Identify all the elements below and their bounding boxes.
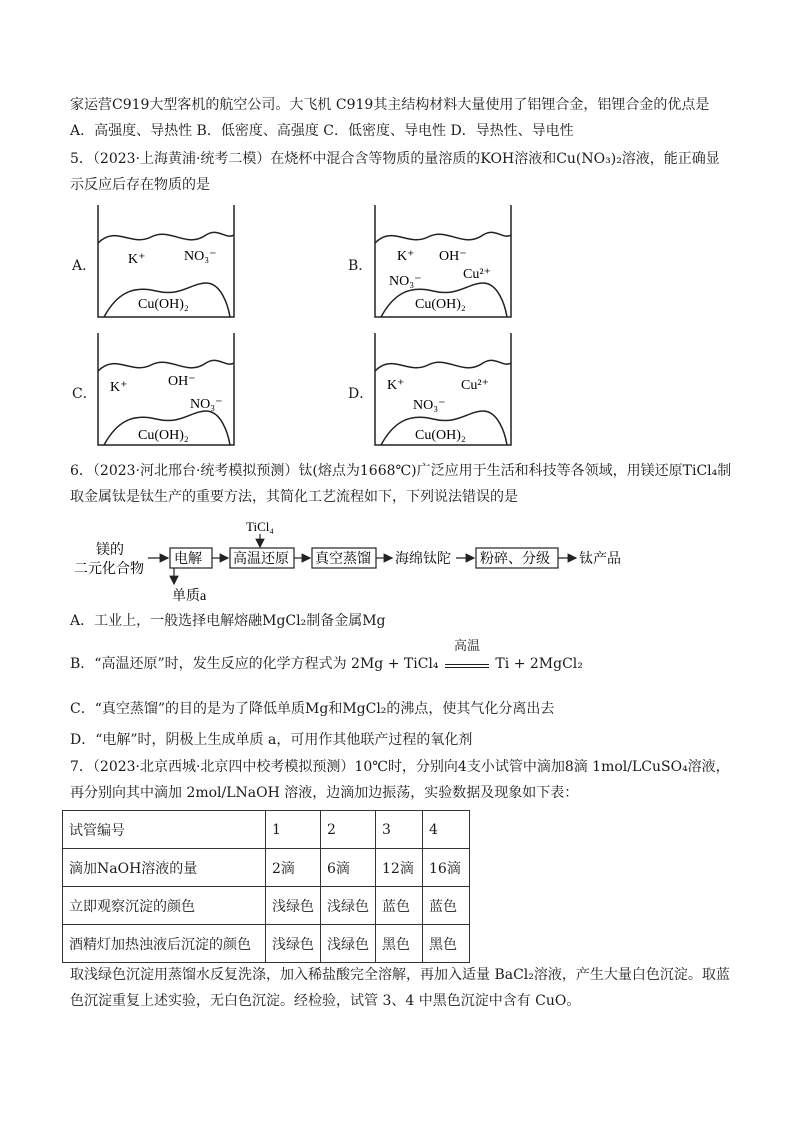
precipitate-cu-oh-2: Cu(OH)₂ xyxy=(138,297,189,312)
question-4-stem-end: 家运营C919大型客机的航空公司。大飞机 C919其主结构材料大量使用了铝锂合金，铝锂合金的优点是 xyxy=(70,97,710,113)
table-row xyxy=(63,849,470,887)
precipitate-cu-oh-2: Cu(OH)₂ xyxy=(415,297,466,312)
ion-k-plus: K⁺ xyxy=(128,252,146,267)
question-5-stem-cont: 示反应后存在物质的是 xyxy=(70,177,210,193)
ion-k-plus: K⁺ xyxy=(397,249,415,264)
experiment-data-table xyxy=(62,810,470,963)
question-6-option-b xyxy=(70,639,583,673)
flow-step-vacuum-distillation: 真空蒸馏 xyxy=(315,552,371,567)
titanium-process-flowchart xyxy=(70,516,710,608)
ion-nitrate: NO₃⁻ xyxy=(184,249,217,264)
flow-step-high-temp-reduction: 高温还原 xyxy=(233,552,289,567)
flow-titanium-product: 钛产品 xyxy=(579,552,621,567)
question-6-option-a: A．工业上，一般选择电解熔融MgCl₂制备金属Mg xyxy=(70,613,386,629)
ion-nitrate: NO₃⁻ xyxy=(389,274,422,289)
table-cell: 浅绿色 xyxy=(321,925,376,963)
ion-copper: Cu²⁺ xyxy=(463,267,491,282)
table-row xyxy=(63,925,470,963)
precipitate-cu-oh-2: Cu(OH)₂ xyxy=(415,428,466,443)
flow-start-line1: 镁的 xyxy=(96,543,124,558)
option-b-equation-right: Ti + 2MgCl₂ xyxy=(495,656,583,672)
question-7-stem-cont: 再分别向其中滴加 2mol/LNaOH 溶液，边滴加边振荡，实验数据及现象如下表： xyxy=(70,785,579,801)
table-cell: 4 xyxy=(423,811,470,849)
table-row xyxy=(63,811,470,849)
ion-hydroxide: OH⁻ xyxy=(168,374,196,389)
question-6-stem: 6．（2023·河北邢台·统考模拟预测）钛(熔点为1668℃)广泛应用于生活和科技等各领域，用镁还原TiCl₄制 xyxy=(70,463,732,479)
table-cell: 酒精灯加热浊液后沉淀的颜色 xyxy=(63,925,266,963)
table-cell: 黑色 xyxy=(376,925,423,963)
table-cell: 浅绿色 xyxy=(266,925,321,963)
table-cell: 6滴 xyxy=(321,849,376,887)
flow-step-crush-grade: 粉碎、分级 xyxy=(480,552,550,567)
question-6-option-d: D．“电解”时，阴极上生成单质 a，可用作其他联产过程的氧化剂 xyxy=(70,732,473,748)
table-cell: 浅绿色 xyxy=(266,887,321,925)
reaction-condition xyxy=(445,639,489,668)
ion-k-plus: K⁺ xyxy=(387,378,405,393)
table-cell: 黑色 xyxy=(423,925,470,963)
table-cell: 浅绿色 xyxy=(321,887,376,925)
table-row xyxy=(63,887,470,925)
beaker-d-diagram xyxy=(373,333,513,448)
option-a-label: A． xyxy=(72,258,97,274)
option-c-label: C． xyxy=(72,386,97,402)
table-cell: 3 xyxy=(376,811,423,849)
beaker-c-diagram xyxy=(96,333,236,448)
flow-input-ticl4: TiCl₄ xyxy=(246,519,274,534)
table-cell: 2 xyxy=(321,811,376,849)
beaker-b-diagram xyxy=(373,205,513,320)
beaker-a-diagram xyxy=(96,205,236,320)
question-6-stem-cont: 取金属钛是钛生产的重要方法，其简化工艺流程如下，下列说法错误的是 xyxy=(70,489,518,505)
table-cell: 试管编号 xyxy=(63,811,266,849)
ion-nitrate: NO₃⁻ xyxy=(413,398,446,413)
ion-hydroxide: OH⁻ xyxy=(439,249,467,264)
table-cell: 蓝色 xyxy=(376,887,423,925)
ion-copper: Cu²⁺ xyxy=(461,378,489,393)
table-cell: 16滴 xyxy=(423,849,470,887)
question-7-stem: 7．（2023·北京西城·北京四中校考模拟预测）10℃时，分别向4支小试管中滴加8滴 1mol/LCuSO₄溶液， xyxy=(70,759,730,775)
question-6-option-c: C．“真空蒸馏”的目的是为了降低单质Mg和MgCl₂的沸点，使其气化分离出去 xyxy=(70,701,555,717)
ion-k-plus: K⁺ xyxy=(110,380,128,395)
flow-sponge-titanium: 海绵钛陀 xyxy=(395,552,451,567)
equals-sign xyxy=(445,664,489,668)
table-cell: 立即观察沉淀的颜色 xyxy=(63,887,266,925)
ion-nitrate: NO₃⁻ xyxy=(190,397,223,412)
table-cell: 2滴 xyxy=(266,849,321,887)
flow-start-line2: 二元化合物 xyxy=(74,562,144,577)
table-cell: 12滴 xyxy=(376,849,423,887)
table-cell: 1 xyxy=(266,811,321,849)
precipitate-cu-oh-2: Cu(OH)₂ xyxy=(138,428,189,443)
flow-output-element-a: 单质a xyxy=(172,589,207,604)
option-d-label: D． xyxy=(348,386,374,402)
question-4-options: A．高强度、导热性 B．低密度、高强度 C．低密度、导电性 D．导热性、导电性 xyxy=(70,123,574,139)
option-b-label: B． xyxy=(348,258,373,274)
table-cell: 滴加NaOH溶液的量 xyxy=(63,849,266,887)
condition-high-temperature: 高温 xyxy=(453,639,480,654)
table-cell: 蓝色 xyxy=(423,887,470,925)
question-5-stem: 5．（2023·上海黄浦·统考二模）在烧杯中混合含等物质的量溶质的KOH溶液和Cu(NO₃)₂溶液，能正确显 xyxy=(70,151,720,167)
question-7-conclusion: 取浅绿色沉淀用蒸馏水反复洗涤，加入稀盐酸完全溶解，再加入适量 BaCl₂溶液，产生大量白色沉淀。取蓝 xyxy=(70,967,730,983)
option-b-equation-left: B．“高温还原”时，发生反应的化学方程式为 2Mg + TiCl₄ xyxy=(70,656,439,672)
flow-step-electrolysis: 电解 xyxy=(174,552,202,567)
question-7-conclusion-cont: 色沉淀重复上述实验，无白色沉淀。经检验，试管 3、4 中黑色沉淀中含有 CuO。 xyxy=(70,993,581,1009)
